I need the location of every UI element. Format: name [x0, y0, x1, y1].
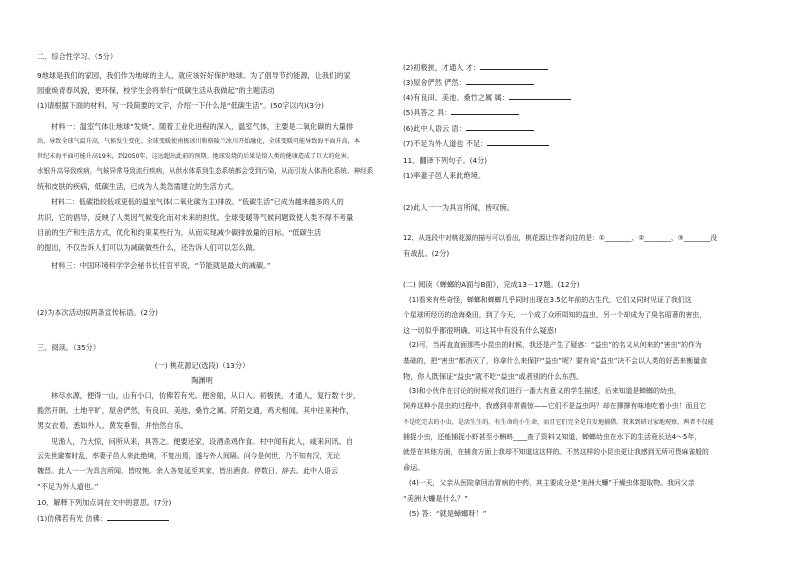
question-text: (3)屋舍俨然 俨然：: [403, 78, 466, 87]
material-line: 的提出，不仅告诉人们可以为减碳做些什么，还告诉人们可以怎么做。: [37, 243, 260, 252]
question-line: (1)请根据下面的材料，写一段简要的文字，介绍一下什么是“低碳生活”。(50字以内)(3分): [37, 101, 324, 110]
question-line: (2)此人一一为具言所闻，皆叹惋。: [403, 203, 514, 212]
passage-line: “美洲大蠊是什么？”: [403, 494, 468, 503]
question-text: (7)不足为外人道也 不足：: [403, 139, 488, 148]
passage-line: 基础的，把“害虫”都消灭了，你拿什么来保护“益虫”呢？要有说“益虫”决不会以人类的好恶来衡量食: [403, 357, 707, 365]
passage-author: 陶渊明: [191, 376, 213, 385]
passage-line: 见渔人，乃大惊，问所从来，具答之。便要还家，设酒杀鸡作食。村中闻有此人，咸来问讯。自: [51, 437, 353, 446]
passage-title: (一) 桃花源记(选段)（13分）: [154, 361, 250, 370]
passage-line: 这一切似乎都很明确，可这其中有没有什么疑惑!: [403, 326, 557, 335]
text-line: 9地球是我们的家园，我们作为地球的主人，就应该好好保护地球。为了倡导节约能源，让我们的家: [37, 71, 351, 80]
material-line: 水银升高导致疾病，气候异常导致流行疾病，从供水体系到生态系统都会受到污染，从而引发人体消化系统、神经系: [37, 167, 374, 175]
question-line: [403, 138, 549, 148]
question-line: [403, 123, 534, 133]
passage-line: (4)一天，父亲从医院拿回治胃病的中药，其主要成分是“美洲大蠊”干燥虫体提取物。我问父亲: [409, 479, 695, 487]
answer-blank[interactable]: [466, 77, 534, 85]
question-line: [37, 513, 169, 523]
section-heading: 三、阅读。（35分）: [37, 343, 101, 352]
text-line: 园重焕青春风貌，更环保，校学生会将举行“低碳生活从我做起”的主题活动: [37, 86, 275, 95]
material-line: 世纪末海平面可能升高19米，到2050年，这远超出此前的预期。地球发烧的后果是给人类的健康造成了巨大的危害。: [37, 153, 353, 160]
passage-line: 林尽水源，便得一山，山有小口，仿佛若有光。便舍船，从口入。初极狭，才通人，复行数十步，: [51, 391, 361, 400]
passage-line: 个星球所经历的沧海桑田，到了今天，一个成了众所周知的益虫，另一个却成为了臭名昭著的害虫，: [403, 311, 707, 319]
passage-line: 饲养这种小昆虫的过程中，我感到非常震惊——它们不是益虫吗？却在撑撑有味地吃着小虫！而且它: [403, 402, 707, 410]
answer-blank[interactable]: [487, 138, 549, 146]
question-line: [403, 92, 571, 102]
passage-line: 物，你人既保证“益虫”就不吃“益虫”或者别的什么东西。: [403, 372, 584, 381]
passage-line: 捕捉小虫，还能捕捉小虾甚至小蝌蚪____查了资料又知道，蝉螂幼虫在水下的生活竟长达4～5年，: [403, 433, 702, 441]
material-line: 材料二：低碳指较低或更低的温室气体(二氧化碳为主)排放。“低碳生活”已成为越来越多的人的: [51, 198, 344, 206]
section-heading: (二) 阅读《蝉螂的A面与B面》，完成13－17题。(12分): [403, 280, 580, 289]
passage-line: 云先世避秦时乱，率妻子邑人来此绝境，不复出焉，遂与外人间隔。问今是何世，乃不知有汉，无论: [37, 452, 341, 460]
material-line: 材料一：温室气体让地球“发烧”。随着工业化进程的深入，温室气体，主要是二氧化碳的大量排: [51, 122, 354, 131]
answer-blank[interactable]: [509, 92, 571, 100]
question-text: (5)具答之 具：: [403, 108, 452, 117]
question-line: (2)为本次活动拟两条宣传标语。(2分): [37, 308, 158, 317]
passage-line: (1)看来有些奇怪，蝉螂和蝉螂几乎同时出现在3.5亿年前的古生代，它们又同时见证了我们这: [409, 296, 692, 304]
material-line: 统和皮肤的疾病，低碳生活，已成为人类急需建立的生活方式。: [37, 182, 239, 191]
material-line: 出，导致全球气温升高，气候发生变化。全球变暖使南极冰川和格陵兰冰川开始融化，全球变暖可能导致海平面升高，本: [37, 138, 360, 145]
material-line: 共识，它的倡导，反映了人类因气候变化而对未来的担忧。全球变暖等气候问题致使人类不得不考量: [37, 213, 354, 222]
passage-line: (5) 答：“就是蟑螂呀！”: [409, 509, 487, 518]
question-line: (1)率妻子邑人来此绝境。: [403, 171, 486, 180]
question-text: (1)仿佛若有光 仿佛：: [37, 514, 107, 523]
passage-line: “不足为外人道也。”: [37, 482, 99, 491]
question-line: [403, 107, 519, 117]
section-heading: 二、综合性学习。（5分）: [37, 52, 118, 61]
material-line: 目前的生产和生活方式，优化和约束某些行为，从而实现减少碳排放量的目标。“低碳生活: [37, 228, 322, 237]
question-line: [403, 62, 548, 72]
passage-line: 就是在其他方面，在捕食方面上我却不知道这这样的。不然这样的小昆虫更让我感到无所可畏麻雀般的: [403, 448, 709, 456]
question-line: 10、解释下列加点词在文中的意思。(7分): [37, 498, 172, 507]
passage-line: (3)和小伙伴在讨论的时候对我们进行一番大有意义的学生描述，后来知道是蝉螂的幼虫，: [409, 387, 681, 395]
answer-blank[interactable]: [466, 123, 534, 131]
passage-line: 豁然开朗。土地平旷，屋舍俨然，有良田、美池、桑竹之属。阡陌交通，鸡犬相闻。其中往来种作，: [37, 406, 354, 415]
question-line: 有战乱。(2分): [403, 249, 450, 258]
answer-blank[interactable]: [451, 107, 519, 115]
passage-line: 魏晋。此人一一为具言所闻，皆叹惋。余人各复延至其家，皆出酒食。停数日，辞去。此中人语云: [37, 467, 338, 475]
question-text: (4)有良田、美池、桑竹之属 属：: [403, 93, 509, 102]
passage-line: 命运。: [403, 463, 425, 472]
passage-line: 不是吃完去的小虫，是活生生的、有生命的小生命，而且它们完全是自发地捕猎。我来到研讨家地观察，两者不仅能: [403, 419, 714, 426]
answer-blank[interactable]: [480, 62, 548, 70]
passage-line: (2)可，当再直直面那些小昆虫的时候，我还是产生了疑惑：“益虫”的名义从何来的“害虫”的作为: [409, 341, 702, 349]
question-text: (2)初极狭，才通人 才：: [403, 63, 481, 72]
question-line: [403, 77, 534, 87]
passage-line: 男女衣着，悉如外人。黄发垂髫，并怡然自乐。: [37, 421, 188, 430]
answer-blank[interactable]: [107, 513, 169, 521]
question-text: (6)此中人语云 语：: [403, 124, 466, 133]
question-line: 12、从选段中对桃花源的描写可以看出，桃花源让作者向往的是：①________、②________、③________没: [403, 234, 718, 242]
question-line: 11、翻译下列句子。(4分): [403, 156, 488, 165]
material-line: 材料三：中国环境科学学会秘书长任官平说，“节能就是最大的减碳。”: [51, 261, 271, 270]
